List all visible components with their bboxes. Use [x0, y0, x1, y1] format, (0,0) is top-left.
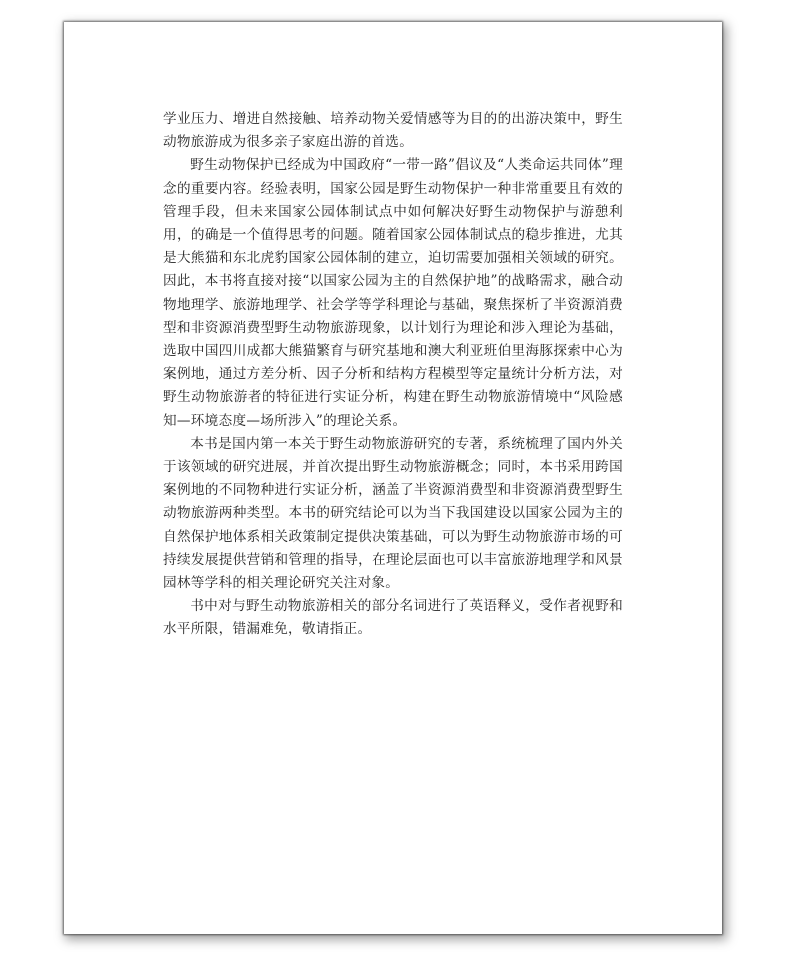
- paragraph-errata-note: 书中对与野生动物旅游相关的部分名词进行了英语释义，受作者视野和水平所限，错漏难免，敬请指正。: [163, 598, 623, 638]
- paragraph-wildlife-protection: 野生动物保护已经成为中国政府“一带一路”倡议及“人类命运共同体”理念的重要内容。经验表明，国家公园是野生动物保护一种非常重要且有效的管理手段，但未来国家公园体制试点中如何解决好野生动物保护与游憩利用，的确是一个值得思考的问题。随着国家公园体制试点的稳步推进，尤其是大熊猫和东北虎豹国家公园体制的建立，迫切需要加强相关领域的研究。因此，本书将直接对接“以国家公园为主的自然保护地”的战略需求，融合动物地理学、旅游地理学、社会学等学科理论与基础，聚焦探析了半资源消费型和非资源消费型野生动物旅游现象，以计划行为理论和涉入理论为基础，选取中国四川成都大熊猫繁育与研究基地和澳大利亚班伯里海豚探索中心为案例地，通过方差分析、因子分析和结构方程模型等定量统计分析方法，对野生动物旅游者的特征进行实证分析，构建在野生动物旅游情境中“风险感知—环境态度—场所涉入”的理论关系。: [163, 157, 623, 429]
- paragraph-continuation: 学业压力、增进自然接触、培养动物关爱情感等为目的的出游决策中，野生动物旅游成为很多亲子家庭出游的首选。: [163, 111, 623, 151]
- body-text: [163, 108, 623, 642]
- paragraph-book-overview: 本书是国内第一本关于野生动物旅游研究的专著，系统梳理了国内外关于该领域的研究进展，并首次提出野生动物旅游概念；同时，本书采用跨国案例地的不同物种进行实证分析，涵盖了半资源消费型和非资源消费型野生动物旅游两种类型。本书的研究结论可以为当下我国建设以国家公园为主的自然保护地体系相关政策制定提供决策基础，可以为野生动物旅游市场的可持续发展提供营销和管理的指导，在理论层面也可以丰富旅游地理学和风景园林等学科的相关理论研究关注对象。: [163, 435, 623, 592]
- document-page: [64, 22, 722, 934]
